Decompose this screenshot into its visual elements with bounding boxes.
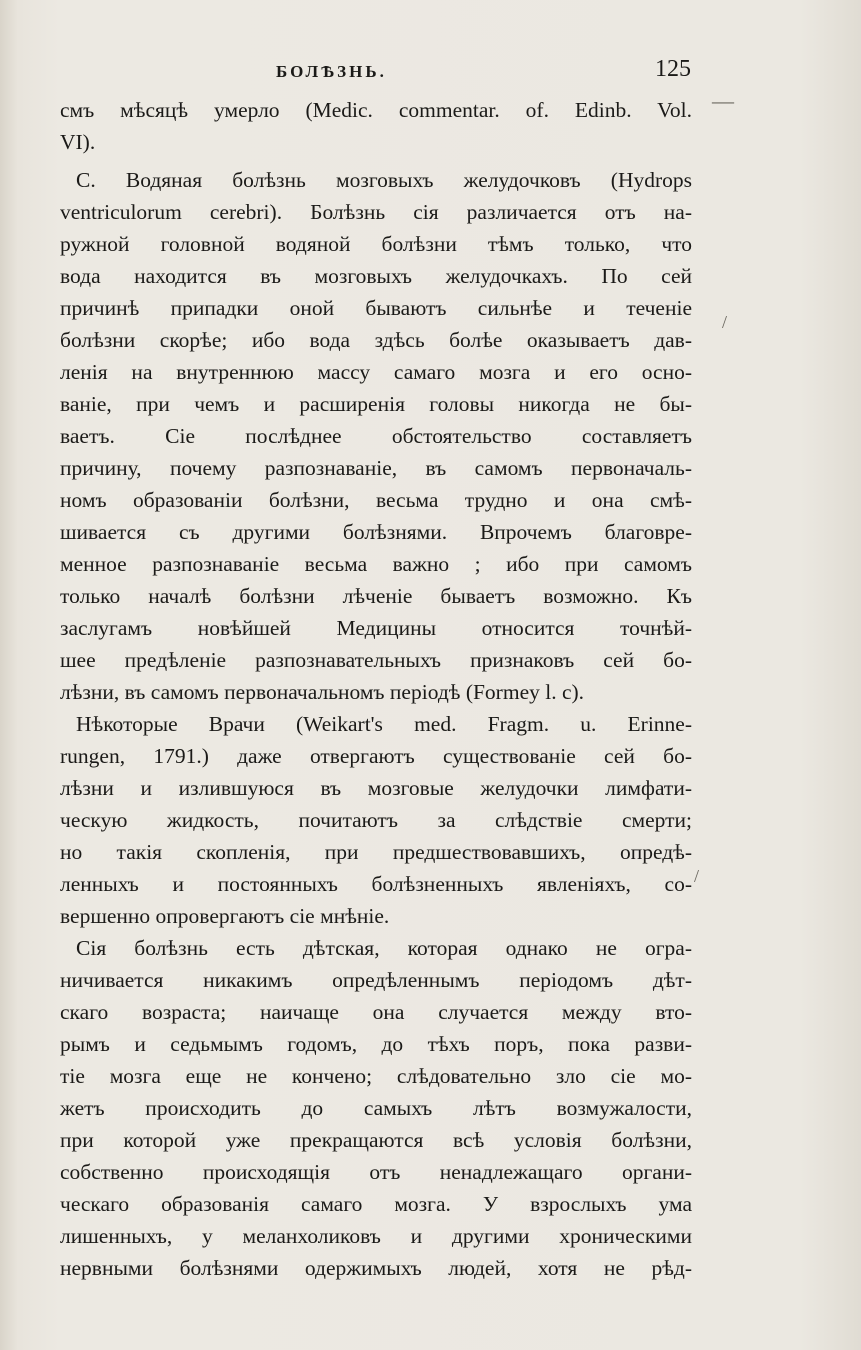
text-line: болѣзни скорѣе; ибо вода здѣсь болѣе оказываетъ дав- — [60, 328, 692, 352]
text-line: ваніе, при чемъ и расширенія головы никогда не бы- — [60, 392, 692, 416]
text-line: лѣзни и излившуюся въ мозговые желудочки лимфати- — [60, 776, 692, 800]
text-line: тіе мозга еще не кончено; слѣдовательно зло сіе мо- — [60, 1064, 692, 1088]
text-line: причину, почему разпознаваніе, въ самомъ первоначаль- — [60, 456, 692, 480]
text-line: но такія скопленія, при предшествовавшихъ, опредѣ- — [60, 840, 692, 864]
body-text — [60, 94, 692, 1284]
text-line: собственно происходящія отъ ненадлежащаго органи- — [60, 1160, 692, 1184]
text-line: лѣзни, въ самомъ первоначальномъ періодѣ (Formey l. c). — [60, 680, 585, 704]
text-line: вода находится въ мозговыхъ желудочкахъ. По сей — [60, 264, 692, 288]
page-header — [0, 58, 861, 88]
text-line: ваетъ. Сіе послѣднее обстоятельство составляетъ — [60, 424, 692, 448]
text-line: скаго возраста; наичаще она случается между вто- — [60, 1000, 692, 1024]
text-line: ческую жидкость, почитаютъ за слѣдствіе смерти; — [60, 808, 692, 832]
text-line: смъ мѣсяцѣ умерло (Medic. commentar. of. Edinb. Vol. — [60, 98, 692, 122]
text-line: рымъ и седьмымъ годомъ, до тѣхъ поръ, пока разви- — [60, 1032, 692, 1056]
page-number: 125 — [655, 56, 691, 82]
text-line: заслугамъ новѣйшей Медицины относится точнѣй- — [60, 616, 692, 640]
text-line: ленныхъ и постоянныхъ болѣзненныхъ явленіяхъ, со- — [60, 872, 692, 896]
text-line: вершенно опровергаютъ сіе мнѣніе. — [60, 904, 390, 928]
text-line: только началѣ болѣзни лѣченіе бываетъ возможно. Къ — [60, 584, 692, 608]
text-line: ничивается никакимъ опредѣленнымъ періодомъ дѣт- — [60, 968, 692, 992]
text-line: лишенныхъ, у меланхоликовъ и другими хроническими — [60, 1224, 692, 1248]
text-line: номъ образованіи болѣзни, весьма трудно и она смѣ- — [60, 488, 692, 512]
text-line: Сія болѣзнь есть дѣтская, которая однако не огра- — [76, 936, 692, 960]
text-line: при которой уже прекращаются всѣ условія болѣзни, — [60, 1128, 692, 1152]
text-line: шее предѣленіе разпознавательныхъ признаковъ сей бо- — [60, 648, 692, 672]
text-line: нервными болѣзнями одержимыхъ людей, хотя не рѣд- — [60, 1256, 692, 1280]
text-line: причинѣ припадки оной бываютъ сильнѣе и теченіе — [60, 296, 692, 320]
paragraph-4 — [60, 932, 692, 1284]
paragraph-1 — [60, 94, 692, 158]
text-line: менное разпознаваніе весьма важно ; ибо при самомъ — [60, 552, 692, 576]
text-line: Нѣкоторые Врачи (Weikart's med. Fragm. u. Erinne- — [76, 712, 692, 736]
text-line: VI). — [60, 130, 96, 154]
text-line: жетъ происходить до самыхъ лѣтъ возмужалости, — [60, 1096, 692, 1120]
margin-mark: — — [712, 88, 734, 113]
text-line: rungen, 1791.) даже отвергаютъ существованіе сей бо- — [60, 744, 692, 768]
paragraph-3 — [60, 708, 692, 932]
margin-mark: / — [722, 312, 728, 332]
running-title: БОЛѢЗНЬ. — [276, 62, 387, 81]
paragraph-2 — [60, 164, 692, 708]
text-line: ческаго образованія самаго мозга. У взрослыхъ ума — [60, 1192, 692, 1216]
text-line: ружной головной водяной болѣзни тѣмъ только, что — [60, 232, 692, 256]
text-line: C. Водяная болѣзнь мозговыхъ желудочковъ (Hydrops — [76, 168, 692, 192]
text-line: ventriculorum cerebri). Болѣзнь сія различается отъ на- — [60, 200, 692, 224]
text-line: ленія на внутреннюю массу самаго мозга и его осно- — [60, 360, 692, 384]
text-line: шивается съ другими болѣзнями. Впрочемъ благовре- — [60, 520, 692, 544]
margin-mark: / — [694, 866, 700, 886]
